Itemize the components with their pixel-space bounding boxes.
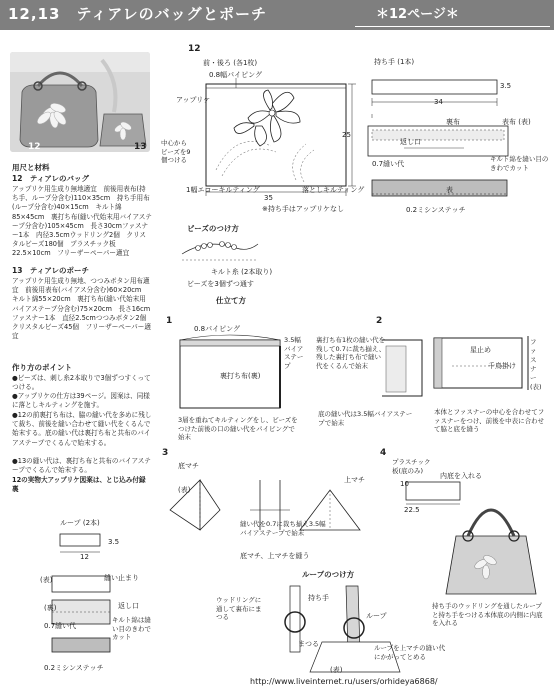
step-1-piping: 0.8パイピング (194, 325, 240, 333)
handle-no-applique-note: ※持ち手はアップリケなし (262, 205, 344, 213)
loop-wrong-side: (裏) (44, 604, 57, 612)
step-3-text: 縫い代を0.7に裁ち揃え3.5幅バイアステープで始末 (240, 520, 326, 537)
step-2-text-1: 裏打ち布1枚の縫い代を残して0.7に裁ち揃え、残した裏打ち布で縫い代をくるんで始末 (316, 336, 386, 370)
step-4-length-dim: 22.5 (404, 506, 420, 514)
point-item-1: ●ビーズは、刺し糸2本取りで3個ずつすくってつける。 (12, 374, 151, 392)
step-2-center-mark: 星止め (470, 346, 491, 354)
handle-title: 持ち手 (1本) (374, 58, 415, 66)
step-1-description: 3層を重ねてキルティングをし、ビーズをつけた前後の口の縫い代をパイピングで始末 (178, 416, 298, 441)
bag-materials-text: アップリケ用生成り無地適宜 前後用表布(持ち手、ループ分含む)110×35cm 持ち手用布(ループ分含む)40×15cm キルト綿85×45cm 裏打ち布(縫い代始末用バイアステープ分含む)105×45cm 長さ30cmファスナー1本 内径3.5cmウッドリング2個 クリスタルビーズ180個 プラスチック板22.5×10cm フリーザーペーパー適宜 (12, 185, 152, 258)
handle-stitch-label: 0.2ミシンステッチ (406, 206, 466, 214)
panel-width-dim: 35 (264, 194, 273, 202)
echo-quilting-label: 1幅エコーキルティング (186, 186, 260, 194)
loop-sew-stop: 縫い止まり (104, 574, 139, 582)
points-note: 12の実物大アップリケ図案は、とじ込み付録裏 (12, 476, 146, 494)
handle-width-dim: 3.5 (500, 82, 512, 90)
step-1-number: 1 (166, 316, 173, 326)
outline-quilting-label: 落としキルティング (302, 186, 365, 194)
step-2-number: 2 (376, 316, 383, 326)
loop-attach-title: ループのつけ方 (302, 570, 355, 579)
loop-attach-right-side: (表) (330, 666, 343, 674)
loop-right-side: (表) (40, 576, 53, 584)
loop-stitch: 0.2ミシンステッチ (44, 664, 104, 672)
assembly-title: 仕立て方 (216, 296, 246, 305)
loop-ring-note: ウッドリングに通して裏布にまつる (216, 596, 262, 621)
step-3-number: 3 (162, 448, 169, 458)
loop-attach-matsuru: まつる (298, 640, 319, 648)
loop-quilt-batting-note: キルト綿は縫い目のきわでカット (112, 616, 151, 641)
step-3-inner-label: (表) (178, 486, 191, 494)
beads-placement-label: 中心からビーズを9個つける (161, 139, 191, 164)
step-1-bias-tape: 3.5幅バイアステープ (284, 336, 304, 370)
step-4-plastic-board: プラスチック板(底のみ) (392, 458, 431, 475)
photo-label-13: 13 (134, 142, 147, 152)
step-1-lining-label: 裏打ち布(裏) (220, 372, 261, 380)
step-3-text-2: 底マチ、上マチを縫う (240, 552, 310, 560)
figure-12-title: 前・後ろ (各1枚) (203, 59, 258, 67)
loop-attach-seam-note: ループを上マチの縫い代にかがってとめる (374, 644, 446, 661)
handle-quilt-batting-note: キルト綿を縫い目のきわでカット (490, 155, 549, 172)
beads-title: ビーズのつけ方 (187, 224, 239, 233)
pouch-materials-title: 13 ティアレのポーチ (12, 266, 90, 275)
handle-right-side-label: 表 (446, 186, 453, 194)
loop-turning-opening: 返し口 (118, 602, 139, 610)
step-2-text-2: 底の縫い代は3.5幅バイアステープで始末 (318, 410, 413, 427)
product-photo (10, 52, 150, 152)
step-4-description: 持ち手のウッドリングを通したループと持ち手をつける本体底の内側に内底を入れる (432, 602, 543, 627)
step-4-number: 4 (380, 448, 387, 458)
step-2-zipper: ファスナー(表) (530, 338, 542, 391)
bag-photo-illustration (10, 52, 150, 152)
header-rule (355, 26, 550, 27)
applique-label: アップリケ (176, 96, 211, 104)
beads-description: ビーズを3個ずつ通す (187, 280, 254, 288)
beads-thread-label: キルト糸 (2本取り) (211, 268, 273, 276)
photo-label-12: 12 (28, 142, 41, 152)
handle-back-fabric-label: 裏布 (446, 118, 460, 126)
figure-12-piping: 0.8幅パイピング (209, 71, 262, 79)
pouch-materials-text: アップリケ用生成り無地、つつみボタン用布適宜 前後用表布(バイアス分含む)60×20cm キルト綿55×20cm 裏打ち布(縫い代始末用バイアステープ分含む)75×20cm 長さ16cmファスナー1本 直径2.5cmつつみボタン2個 クリスタルビーズ45個 フリーザーペーパー適宜 (12, 277, 153, 341)
loop-attach-loop: ループ (366, 612, 387, 620)
bag-materials-title: 12 ティアレのバッグ (12, 174, 90, 183)
handle-turning-opening: 返し口 (400, 138, 421, 146)
handle-seam-allowance: 0.7縫い代 (372, 160, 405, 168)
step-3-bottom-gusset: 底マチ (178, 462, 199, 470)
step-3-top-gusset: 上マチ (344, 476, 365, 484)
point-item-3: ●12の前裏打ち布は、脇の縫い代を多めに残して裁ち、前後を縫い合わせて縫い代をくるんで始末する。底の縫い代は裏打ち布と共布のバイアステープでくるんで始末する。 (12, 411, 152, 447)
step-2-herringbone: 千鳥掛け (488, 362, 516, 370)
figure-12-number: 12 (188, 44, 201, 54)
loop-seam-allowance: 0.7縫い代 (44, 622, 77, 630)
handle-diagram (364, 68, 554, 218)
handle-front-fabric-label: 表布 (表) (502, 118, 531, 126)
point-item-2: ●アップリケの仕方は39ページ。図案は、同様に落としキルティングを施す。 (12, 392, 150, 410)
page-title: 12,13 ティアレのバッグとポーチ (8, 5, 267, 23)
source-url: http://www.liveinternet.ru/users/orhideya6868/ (250, 677, 438, 686)
loop-attach-diagram (270, 582, 430, 678)
step-4-insert-label: 内底を入れる (440, 472, 482, 480)
loop-width-dim: 3.5 (108, 538, 120, 546)
loop-length-dim: 12 (80, 553, 89, 561)
loop-attach-handle: 持ち手 (308, 594, 329, 602)
loop-title: ループ (2本) (60, 519, 100, 527)
materials-heading: 用尺と材料 (12, 163, 50, 172)
point-item-4: ●13の縫い代は、裏打ち布と共布のバイアステープでくるんで始末する。 (12, 457, 151, 475)
handle-length-dim: 34 (434, 98, 443, 106)
loop-diagram (40, 526, 140, 666)
points-heading: 作り方のポイント (12, 363, 72, 372)
page-reference: ＊12ページ＊ (376, 7, 459, 22)
panel-height-dim: 25 (342, 131, 351, 139)
step-4-width-dim: 10 (400, 480, 409, 488)
step-2-text-3: 本体とファスナーの中心を合わせてファスナーをつけ、前後を中表に合わせて脇と底を縫う (434, 408, 545, 433)
